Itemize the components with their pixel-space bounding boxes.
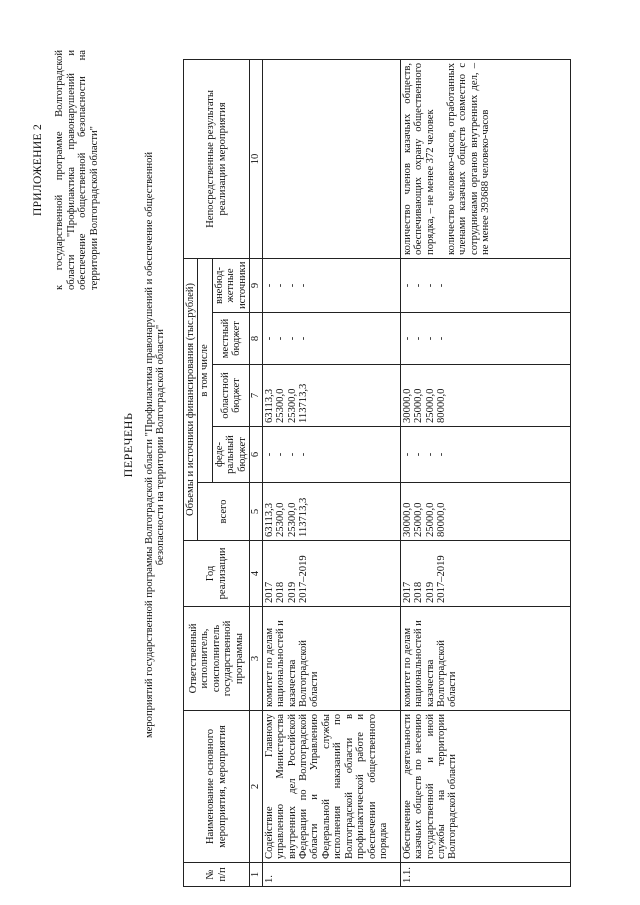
row-total: 30000,0 25000,0 25000,0 80000,0 [400,483,570,541]
header-including: в том числе [198,258,212,482]
row-name: Содействие Главному управлению Министерства внутренних дел Российской Федерации по Волгоградской области и Управлению Федеральной службы исполнения наказаний по Волгоградской области в профилактической работе и обеспечении общественного порядка [262,711,400,863]
column-number: 6 [250,427,262,483]
row-regional: 63113,3 25300,0 25300,0 113713,3 [262,365,400,427]
row-results [262,59,400,258]
header-total: всего [198,483,250,541]
column-number: 2 [250,711,262,863]
row-executor: комитет по делам национальностей и казачества Волгоградской области [400,607,570,711]
result-item: количество членов казачьих обществ, обеспечивающих охрану общественного порядка, – не менее 372 человек [401,62,436,255]
column-number: 3 [250,607,262,711]
column-number: 5 [250,483,262,541]
row-local: - - - - [400,313,570,365]
document-title: ПЕРЕЧЕНЬ [121,412,135,478]
row-results [400,59,570,258]
row-extra: - - - - [400,258,570,312]
appendix-title: ПРИЛОЖЕНИЕ 2 [32,124,44,217]
column-number: 7 [250,365,262,427]
row-extra: - - - - [262,258,400,312]
column-number: 4 [250,541,262,607]
header-year: Год реализации [184,541,250,607]
row-total: 63113,3 25300,0 25300,0 113713,3 [262,483,400,541]
appendix-text: к государственной программе Волгоградской области "Профилактика правонарушений и обеспечение общественной безопасности на территории Волгоградской области" [54,50,100,290]
row-federal: - - - - [400,427,570,483]
header-num: № п/п [184,863,250,887]
header-regional: областной бюджет [212,365,249,427]
header-name: Наименование основного мероприятия, мероприятия [184,711,250,863]
table-row [262,59,400,886]
row-local: - - - - [262,313,400,365]
header-executor: Ответственный исполнитель, соисполнитель государственной программы [184,607,250,711]
table-row [400,59,570,886]
row-federal: - - - - [262,427,400,483]
header-funding: Объемы и источники финансирования (тыс.рублей) [184,258,198,540]
column-number: 10 [250,59,262,258]
row-name: Обеспечение деятельности казачьих обществ по несению государственной и иной службы на территории Волгоградской области [400,711,570,863]
document-heading [122,135,167,755]
column-number: 8 [250,313,262,365]
header-local: местный бюджет [212,313,249,365]
header-extra: внебюд-жетные источники [212,258,249,312]
document-subtitle: мероприятий государственной программы Волгоградской области "Профилактика правонарушений и обеспечение общественной безопасности на территории Волгоградской области" [143,151,167,739]
row-years: 2017 2018 2019 2017–2019 [262,541,400,607]
row-num: 1. [262,863,400,887]
row-years: 2017 2018 2019 2017–2019 [400,541,570,607]
measures-table [183,59,571,887]
column-number: 1 [250,863,262,887]
header-results: Непосредственные результаты реализации мероприятия [184,59,250,258]
appendix-block [32,50,100,290]
result-item: количество человеко-часов, отработанных членами казачьих обществ совместно с сотрудниками органов внутренних дел, – не менее 393688 человеко-часов [445,62,492,255]
header-federal: феде-ральный бюджет [212,427,249,483]
row-executor: комитет по делам национальностей и казачества Волгоградской области [262,607,400,711]
row-num: 1.1. [400,863,570,887]
row-regional: 30000,0 25000,0 25000,0 80000,0 [400,365,570,427]
column-number-row [250,59,262,886]
column-number: 9 [250,258,262,312]
